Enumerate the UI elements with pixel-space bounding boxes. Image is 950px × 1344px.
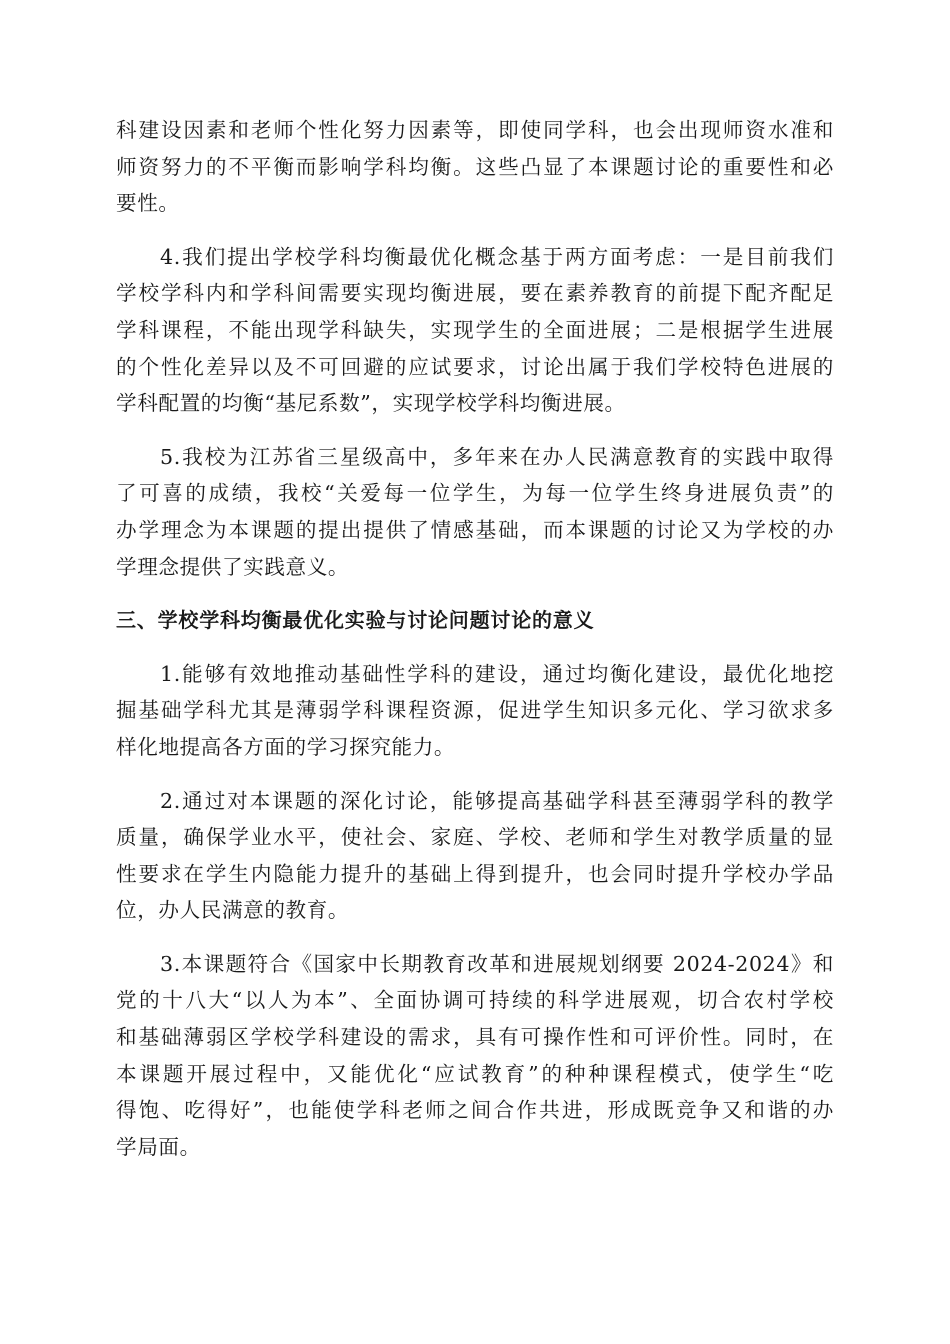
section-paragraphs — [116, 656, 834, 1166]
paragraph-s-item-2 — [116, 783, 834, 929]
text-line: 党的十八大“以人为本”、全面协调可持续的科学进展观，切合农村学校 — [116, 988, 834, 1013]
text-line: 要性。 — [116, 191, 180, 216]
document-page — [116, 112, 834, 1182]
text-line: 师资努力的不平衡而影响学科均衡。这些凸显了本课题讨论的重要性和必 — [116, 154, 834, 179]
text-line: 2.通过对本课题的深化讨论，能够提高基础学科甚至薄弱学科的教学 — [160, 788, 834, 813]
text-line: 本课题开展过程中，又能优化“应试教育”的种种课程模式，使学生“吃 — [116, 1061, 834, 1086]
text-line: 样化地提高各方面的学习探究能力。 — [116, 734, 456, 759]
text-line: 学局面。 — [116, 1134, 201, 1159]
paragraph-p-continuation — [116, 112, 834, 222]
text-line: 掘基础学科尤其是薄弱学科课程资源，促进学生知识多元化、学习欲求多 — [116, 698, 834, 723]
text-line: 1.能够有效地推动基础性学科的建设，通过均衡化建设，最优化地挖 — [160, 661, 834, 686]
text-line: 5.我校为江苏省三星级高中，多年来在办人民满意教育的实践中取得 — [160, 444, 834, 469]
text-line: 了可喜的成绩，我校“关爱每一位学生，为每一位学生终身进展负责”的 — [116, 481, 834, 506]
paragraph-s-item-1 — [116, 656, 834, 766]
text-line: 办学理念为本课题的提出提供了情感基础，而本课题的讨论又为学校的办 — [116, 517, 834, 542]
text-line: 位，办人民满意的教育。 — [116, 898, 350, 923]
paragraph-s-item-3 — [116, 946, 834, 1166]
text-line: 性要求在学生内隐能力提升的基础上得到提升，也会同时提升学校办学品 — [116, 861, 834, 886]
text-line: 的个性化差异以及不可回避的应试要求，讨论出属于我们学校特色进展的 — [116, 354, 834, 379]
intro-paragraphs — [116, 112, 834, 585]
text-line: 学科课程，不能出现学科缺失，实现学生的全面进展；二是根据学生进展 — [116, 317, 834, 342]
paragraph-p-item-4 — [116, 239, 834, 422]
text-line: 质量，确保学业水平，使社会、家庭、学校、老师和学生对教学质量的显 — [116, 825, 834, 850]
text-line: 学校学科内和学科间需要实现均衡进展，要在素养教育的前提下配齐配足 — [116, 281, 834, 306]
text-line: 学理念提供了实践意义。 — [116, 554, 350, 579]
text-line: 科建设因素和老师个性化努力因素等，即使同学科，也会出现师资水准和 — [116, 118, 834, 142]
paragraph-p-item-5 — [116, 439, 834, 585]
text-line: 4.我们提出学校学科均衡最优化概念基于两方面考虑：一是目前我们 — [160, 244, 834, 269]
text-line: 得饱、吃得好”，也能使学科老师之间合作共进，形成既竞争又和谐的办 — [116, 1098, 834, 1123]
text-line: 3.本课题符合《国家中长期教育改革和进展规划纲要 2024-2024》和 — [160, 951, 834, 976]
text-line: 和基础薄弱区学校学科建设的需求，具有可操作性和可评价性。同时，在 — [116, 1025, 834, 1050]
section-heading: 三、学校学科均衡最优化实验与讨论问题讨论的意义 — [116, 608, 595, 633]
text-line: 学科配置的均衡“基尼系数”，实现学校学科均衡进展。 — [116, 391, 626, 416]
